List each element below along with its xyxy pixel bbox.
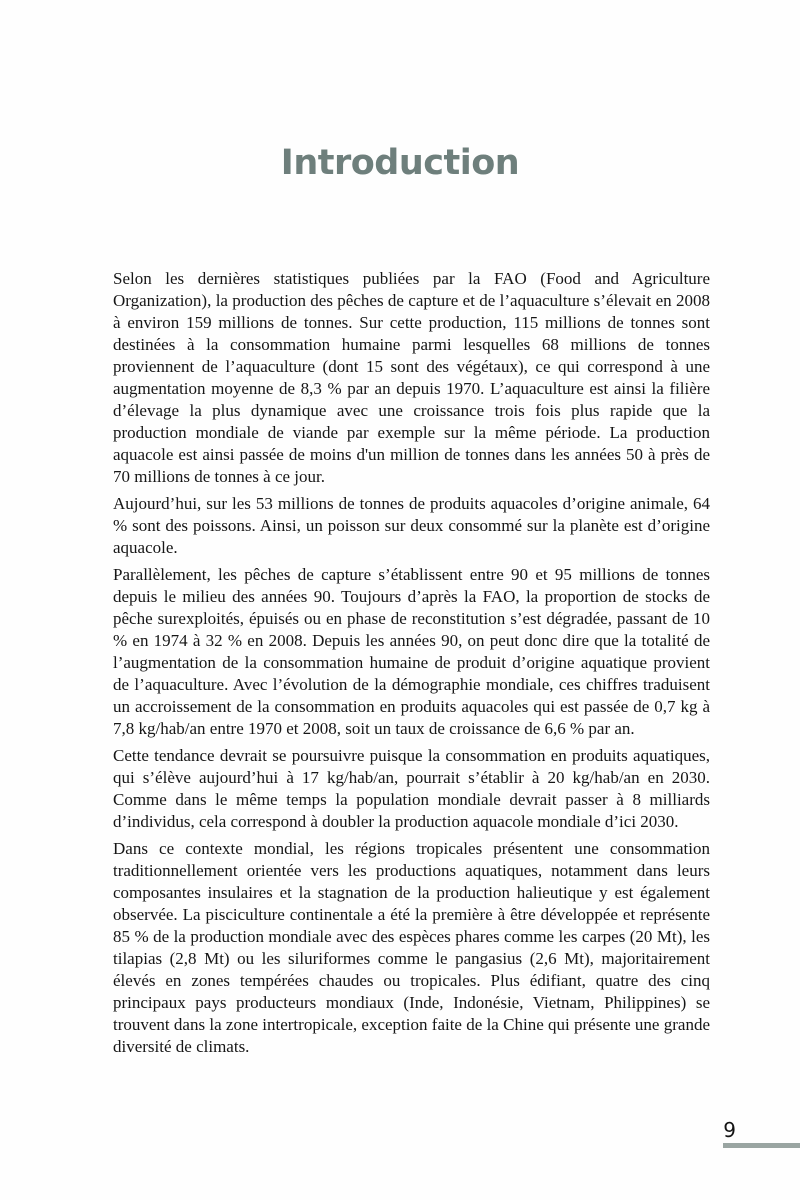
page-title: Introduction: [280, 143, 520, 183]
paragraph-capture-fisheries: Parallèlement, les pêches de capture s’établissent entre 90 et 95 millions de tonnes depuis le milieu des années 90. Toujours d’après la FAO, la proportion de stocks de pêche surexploités, épuisés ou en phase de reconstitution s’est dégradée, passant de 10 % en 1974 à 32 % en 2008. Depuis les années 90, on peut donc dire que la totalité de l’augmentation de la consommation humaine de produit d’origine aquatique provient de l’aquaculture. Avec l’évolution de la démographie mondiale, ces chiffres traduisent un accroissement de la consommation en produits aquacoles qui est passée de 0,7 kg à 7,8 kg/hab/an entre 1970 et 2008, soit un taux de croissance de 6,6 % par an.: [113, 565, 710, 738]
paragraph-fao-statistics: Selon les dernières statistiques publiées par la FAO (Food and Agriculture Organization), la production des pêches de capture et de l’aquaculture s’élevait en 2008 à environ 159 millions de tonnes. Sur cette production, 115 millions de tonnes sont destinées à la consommation humaine parmi lesquelles 68 millions de tonnes proviennent de l’aquaculture (dont 15 sont des végétaux), ce qui correspond à une augmentation moyenne de 8,3 % par an depuis 1970. L’aquaculture est ainsi la filière d’élevage la plus dynamique avec une croissance trois fois plus rapide que la production mondiale de viande par exemple sur la même période. La production aquacole est ainsi passée de moins d'un million de tonnes dans les années 50 à près de 70 millions de tonnes à ce jour.: [113, 269, 710, 486]
body-text: [113, 268, 710, 1063]
paragraph-tropical-regions: Dans ce contexte mondial, les régions tropicales présentent une consommation traditionnellement orientée vers les productions aquatiques, notamment dans leurs composantes insulaires et la stagnation de la production halieutique y est également observée. La pisciculture continentale a été la première à être développée et représente 85 % de la production mondiale avec des espèces phares comme les carpes (20 Mt), les tilapias (2,8 Mt) ou les siluriformes comme le pangasius (2,6 Mt), majoritairement élevés en zones tempérées chaudes ou tropicales. Plus édifiant, quatre des cinq principaux pays producteurs mondiaux (Inde, Indonésie, Vietnam, Philippines) se trouvent dans la zone intertropicale, exception faite de la Chine qui présente une grande diversité de climats.: [113, 839, 710, 1056]
footer-rule: [723, 1143, 800, 1148]
paragraph-2030-outlook: Cette tendance devrait se poursuivre puisque la consommation en produits aquatiques, qui s’élève aujourd’hui à 17 kg/hab/an, pourrait s’établir à 20 kg/hab/an en 2030. Comme dans le même temps la population mondiale devrait passer à 8 milliards d’individus, cela correspond à doubler la production aquacole mondiale d’ici 2030.: [113, 746, 710, 831]
paragraph-fish-share: Aujourd’hui, sur les 53 millions de tonnes de produits aquacoles d’origine animale, 64 % sont des poissons. Ainsi, un poisson sur deux consommé sur la planète est d’origine aquacole.: [113, 494, 710, 557]
page-number: 9: [723, 1118, 736, 1142]
